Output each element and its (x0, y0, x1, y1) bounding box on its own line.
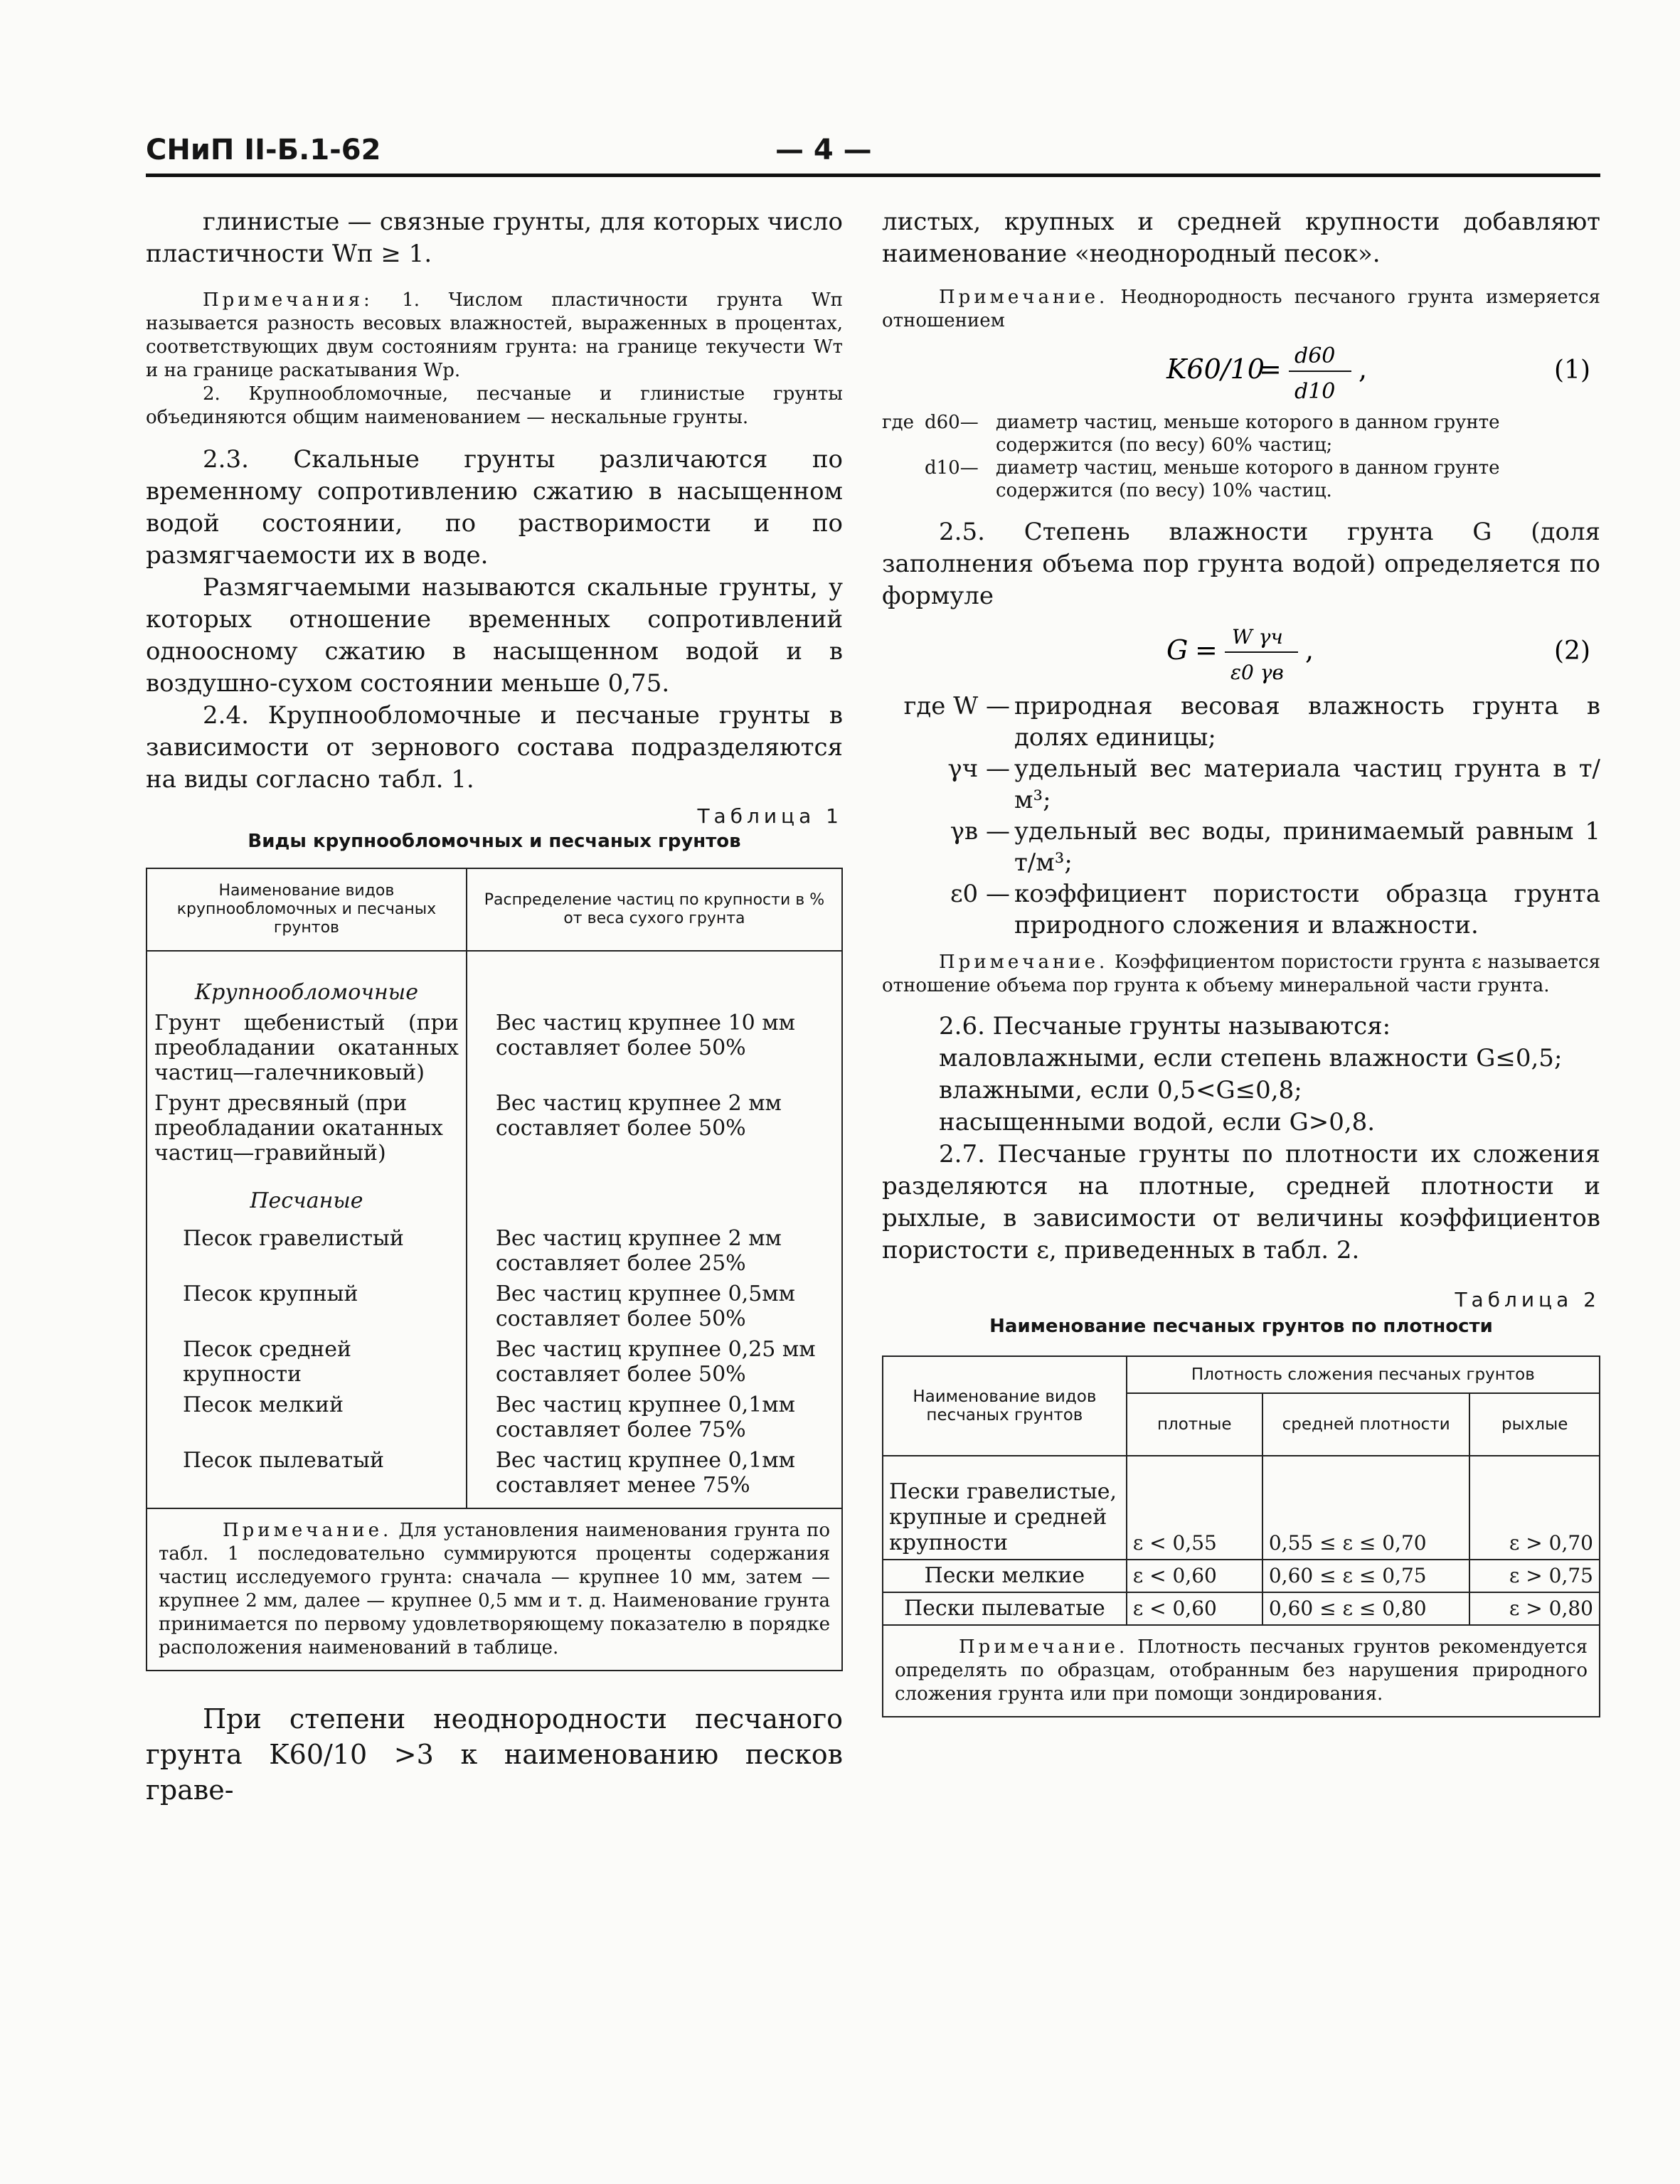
def-key: ε0 — (950, 880, 1010, 908)
table-row (883, 1592, 1600, 1625)
note-label: Примечания: (203, 289, 373, 311)
note-nonuniformity (882, 286, 1600, 333)
list-item (882, 691, 1600, 753)
table2-cell: ε < 0,60 (1127, 1592, 1262, 1625)
table-row (147, 1334, 842, 1390)
table-row (147, 1279, 842, 1334)
table2-name: Пески гравелистые, крупные и средней крупности (883, 1456, 1127, 1560)
list-item: насыщенными водой, если G>0,8. (939, 1108, 1376, 1136)
note-label: Примечание. (223, 1520, 393, 1541)
table-row (147, 1088, 842, 1168)
paragraph-2-4: 2.4. Крупнообломочные и песчаные грунты в зависимости от зернового состава подразделяются на виды согласно табл. 1. (146, 701, 843, 794)
table2-sub: средней плотности (1262, 1393, 1470, 1456)
formula-2-definitions (882, 691, 1600, 941)
table-row (147, 1216, 842, 1279)
def-text: природная весовая влажность грунта в долях единицы; (1014, 692, 1600, 752)
note-text: Для установления наименования грунта по табл. 1 последовательно суммируются проценты содержания частиц исследуемого грунта: сначала — крупнее 10 мм, затем — крупнее 2 мм, далее — крупнее 0,5 мм и т. д. Наименование грунта принимается по первому удовлетворяющему показателю в порядке расположения наименований в таблице. (159, 1520, 831, 1658)
table2-cell: 0,60 ≤ ε ≤ 0,80 (1262, 1592, 1470, 1625)
note-nonrock: 2. Крупнообломочные, песчаные и глинистые грунты объединяются общим наименованием — нескальные грунты. (146, 383, 843, 428)
formula-2-lhs: G (1166, 634, 1189, 666)
table1 (146, 868, 843, 1671)
right-column (882, 206, 1600, 1717)
table1-value: Вес частиц крупнее 0,5мм составляет более 50% (467, 1279, 842, 1334)
table2-cell: ε < 0,60 (1127, 1560, 1262, 1592)
table1-title: Виды крупнообломочных и песчаных грунтов (248, 831, 741, 852)
note-label: Примечание. (939, 287, 1109, 308)
table1-label: Таблица 1 (697, 804, 843, 828)
note-text: 1. Числом пластичности грунта Wп называется разность весовых влажностей, выраженных в процентах, соответствующих двум состояниям грунта: на границе текучести Wт и на границе раскатывания Wр. (146, 289, 843, 381)
table1-name: Песок средней крупности (147, 1334, 467, 1390)
table1-note-row (147, 1508, 842, 1671)
note-plasticity (146, 289, 843, 383)
paragraph-softening: Размягчаемыми называются скальные грунты, у которых отношение временных сопротивлений одноосному сжатию в насыщенном водой и в воздушно-сухом состоянии меньше 0,75. (146, 573, 843, 698)
formula-1-num: d60 (1294, 343, 1336, 368)
table1-name: Грунт дресвяный (при преобладании окатанных частиц—гравийный) (147, 1088, 467, 1168)
table2-sub: плотные (1127, 1393, 1262, 1456)
note-label: Примечание. (939, 952, 1109, 973)
table1-value: Вес частиц крупнее 0,25 мм составляет более 50% (467, 1334, 842, 1390)
table1-section-row (147, 951, 842, 1008)
note-text: Неоднородность песчаного грунта измеряется отношением (882, 287, 1600, 331)
def-text: коэффициент пористости образца грунта природного сложения и влажности. (1014, 880, 1600, 939)
formula-1-number: (1) (1554, 356, 1590, 385)
table1-name: Песок крупный (147, 1279, 467, 1334)
table2-cell: ε > 0,75 (1469, 1560, 1600, 1592)
def-key: d10— (925, 457, 979, 479)
table2-name: Пески мелкие (883, 1560, 1127, 1592)
table2-cell: ε > 0,70 (1469, 1456, 1600, 1560)
formula-2-num: W γч (1232, 625, 1283, 649)
table2-group: Плотность сложения песчаных грунтов (1127, 1356, 1600, 1393)
paragraph-2-5: 2.5. Степень влажности грунта G (доля заполнения объема пор грунта водой) определяется по формуле (882, 518, 1600, 610)
table1-header (147, 868, 842, 951)
table2-title: Наименование песчаных грунтов по плотности (989, 1316, 1493, 1337)
table1-name: Грунт щебенистый (при преобладании окатанных частиц—галечниковый) (147, 1008, 467, 1088)
list-item (882, 411, 1600, 457)
formula-2 (882, 612, 1600, 691)
table1-section-row (147, 1168, 842, 1216)
table1-col1: Наименование видов крупнообломочных и песчаных грунтов (147, 868, 467, 951)
table1-name: Песок мелкий (147, 1390, 467, 1445)
formula-2-den: ε0 γв (1230, 661, 1284, 684)
table2-note (883, 1625, 1600, 1717)
note-label: Примечание. (959, 1636, 1129, 1658)
table1-note (147, 1508, 842, 1671)
page-number: — 4 — (775, 134, 872, 166)
table1-value: Вес частиц крупнее 0,1мм составляет более 75% (467, 1390, 842, 1445)
paragraph-clay: глинистые — связные грунты, для которых число пластичности Wп ≥ 1. (146, 208, 843, 268)
def-text: диаметр частиц, меньше которого в данном грунте содержится (по весу) 60% частиц; (996, 412, 1500, 456)
doc-code: СНиП II-Б.1-62 (146, 134, 381, 166)
table2-header-row (883, 1356, 1600, 1393)
table-row (147, 1390, 842, 1445)
table2-label: Таблица 2 (1455, 1288, 1600, 1311)
formula-2-number: (2) (1554, 636, 1590, 666)
svg-text:,: , (1305, 634, 1314, 666)
paragraph-nonuniform-end: листых, крупных и средней крупности добавляют наименование «неоднородный песок». (882, 208, 1600, 268)
table2-col1: Наименование видов песчаных грунтов (883, 1356, 1127, 1456)
list-item (882, 878, 1600, 941)
table2-cell: 0,55 ≤ ε ≤ 0,70 (1262, 1456, 1470, 1560)
table1-name: Песок гравелистый (147, 1216, 467, 1279)
table-row (147, 1008, 842, 1088)
def-key: γв — (950, 817, 1010, 846)
table1-section-coarse: Крупнообломочные (147, 951, 467, 1008)
formula-1-eq: = (1259, 353, 1282, 385)
note-porosity (882, 951, 1600, 998)
list-item (882, 753, 1600, 816)
table1-value: Вес частиц крупнее 2 мм составляет более 25% (467, 1216, 842, 1279)
table2-note-row (883, 1625, 1600, 1717)
table2-cell: ε > 0,80 (1469, 1592, 1600, 1625)
formula-2-svg (882, 612, 1600, 691)
formula-1-definitions (882, 411, 1600, 502)
where-label: где (882, 412, 915, 433)
list-item (882, 457, 1600, 502)
table1-value: Вес частиц крупнее 0,1мм составляет менее 75% (467, 1445, 842, 1508)
def-text: удельный вес воды, принимаемый равным 1 т/м³; (1014, 817, 1600, 877)
table2-cell: 0,60 ≤ ε ≤ 0,75 (1262, 1560, 1470, 1592)
table2-name: Пески пылеватые (883, 1592, 1127, 1625)
formula-1-den: d10 (1294, 379, 1336, 404)
table-row (883, 1456, 1600, 1560)
list-item (882, 816, 1600, 878)
def-key: γч — (947, 755, 1010, 783)
formula-1 (882, 333, 1600, 411)
formula-1-svg (882, 333, 1600, 411)
formula-1-lhs: K60/10 (1166, 353, 1265, 385)
list-item: маловлажными, если степень влажности G≤0,5; (939, 1044, 1563, 1072)
table2 (882, 1355, 1600, 1717)
paragraph-2-6: 2.6. Песчаные грунты называются: (939, 1012, 1391, 1040)
table-row (883, 1560, 1600, 1592)
svg-text:,: , (1359, 353, 1368, 385)
paragraph-nonuniform-start: При степени неоднородности песчаного грунта K60/10 >3 к наименованию песков граве- (146, 1703, 843, 1806)
table2-cell: ε < 0,55 (1127, 1456, 1262, 1560)
def-text: диаметр частиц, меньше которого в данном грунте содержится (по весу) 10% частиц. (996, 457, 1500, 501)
def-key: где W — (903, 692, 1010, 720)
def-key: d60— (925, 412, 979, 433)
left-column (146, 206, 843, 1808)
table-row (147, 1445, 842, 1508)
table1-value: Вес частиц крупнее 10 мм составляет более 50% (467, 1008, 842, 1088)
note-text: Плотность песчаных грунтов рекомендуется определять по образцам, отобранным без нарушения природного сложения грунта или при помощи зондирования. (895, 1636, 1588, 1705)
table1-value: Вес частиц крупнее 2 мм составляет более 50% (467, 1088, 842, 1168)
svg-text:=: = (1195, 634, 1218, 666)
def-text: удельный вес материала частиц грунта в т/м³; (1014, 755, 1600, 814)
table1-name: Песок пылеватый (147, 1445, 467, 1508)
table1-col2: Распределение частиц по крупности в % от веса сухого грунта (467, 868, 842, 951)
paragraph-2-3: 2.3. Скальные грунты различаются по временному сопротивлению сжатию в насыщенном водой состоянии, по растворимости и по размягчаемости их в воде. (146, 445, 843, 570)
paragraph-2-7: 2.7. Песчаные грунты по плотности их сложения разделяются на плотные, средней плотности и рыхлые, в зависимости от величины коэффициентов пористости ε, приведенных в табл. 2. (882, 1140, 1600, 1264)
table2-sub: рыхлые (1469, 1393, 1600, 1456)
note-text: Коэффициентом пористости грунта ε называется отношение объема пор грунта к объему минеральной части грунта. (882, 952, 1601, 996)
list-item: влажными, если 0,5<G≤0,8; (939, 1076, 1302, 1104)
header-rule (146, 174, 1600, 177)
table1-section-sand: Песчаные (147, 1168, 467, 1216)
